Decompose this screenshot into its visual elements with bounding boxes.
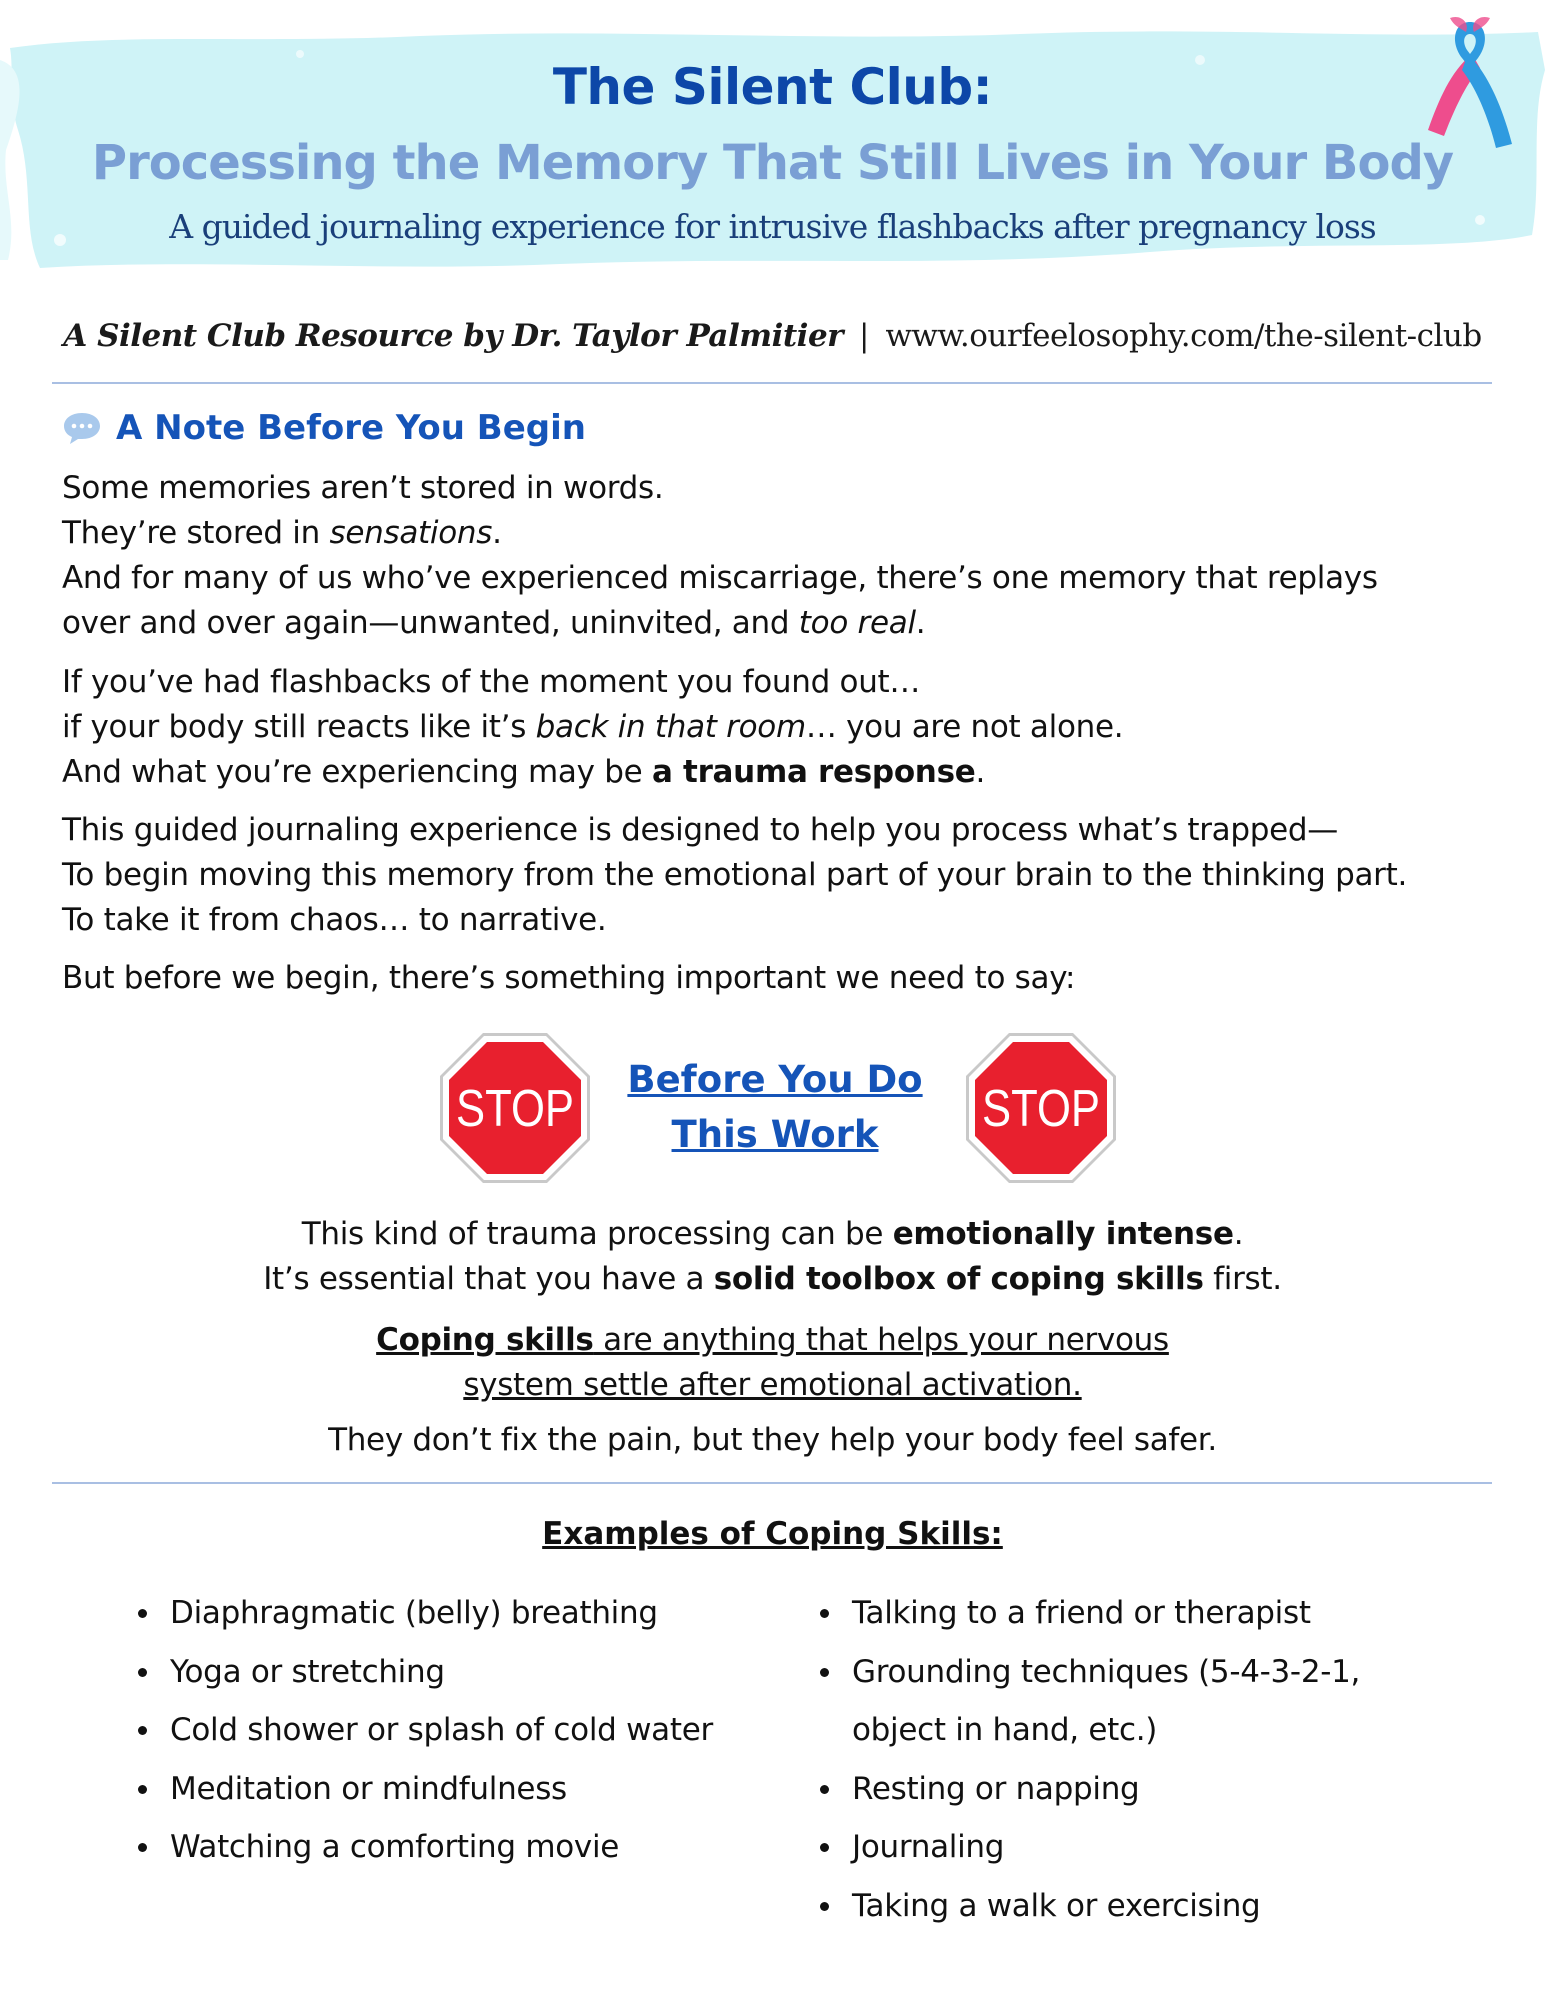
bold-text: a trauma response <box>651 754 976 790</box>
coping-skills-closing <box>0 1418 1545 1463</box>
stop-sign-icon <box>963 1030 1119 1186</box>
text-span: This kind of trauma processing can be <box>301 1216 893 1252</box>
stop-sign-text: STOP <box>982 1080 1100 1138</box>
list-item: Resting or napping <box>814 1760 1360 1819</box>
list-item: Talking to a friend or therapist <box>814 1584 1360 1643</box>
text-span: … you are not alone. <box>805 709 1124 745</box>
note-paragraph-3 <box>62 808 1502 943</box>
text-line <box>0 1212 1545 1257</box>
note-heading <box>62 408 586 448</box>
list-item: Meditation or mindfulness <box>132 1760 713 1819</box>
stop-sign-icon <box>437 1030 593 1186</box>
byline-author: A Silent Club Resource by Dr. Taylor Palmitier <box>63 318 844 354</box>
speech-bubble-icon <box>62 410 102 446</box>
text-line <box>62 511 1502 556</box>
note-paragraph-2 <box>62 660 1502 795</box>
text-span: And what you’re experiencing may be <box>62 754 652 790</box>
text-line <box>62 705 1502 750</box>
bold-text: Coping skills <box>376 1322 594 1358</box>
stop-sign-text: STOP <box>456 1080 574 1138</box>
text-span: . <box>492 515 502 551</box>
byline <box>0 318 1545 354</box>
text-line <box>62 750 1502 795</box>
emphasis-text: sensations <box>329 515 493 551</box>
text-line: And for many of us who’ve experienced miscarriage, there’s one memory that replays <box>62 560 1378 596</box>
text-span: over and over again—unwanted, uninvited, and <box>62 605 799 641</box>
text-span: It’s essential that you have a <box>263 1261 714 1297</box>
stop-label-line: Before You Do <box>627 1058 923 1101</box>
bold-text: solid toolbox of coping skills <box>713 1261 1204 1297</box>
stop-label-line: This Work <box>671 1113 879 1156</box>
page-headline: Processing the Memory That Still Lives in Your Body <box>91 135 1454 191</box>
text-line: To take it from chaos… to narrative. <box>62 902 607 938</box>
emphasis-text: back in that room <box>535 709 806 745</box>
text-span: They’re stored in <box>62 515 330 551</box>
text-line: To begin moving this memory from the emotional part of your brain to the thinking part. <box>62 857 1408 893</box>
list-item: Grounding techniques (5-4-3-2-1, <box>814 1643 1360 1702</box>
text-span: . <box>915 605 926 641</box>
text-span: first. <box>1203 1261 1282 1297</box>
list-item-continuation: object in hand, etc.) <box>852 1712 1158 1748</box>
text-line: If you’ve had flashbacks of the moment you found out… <box>62 664 921 700</box>
coping-skills-definition <box>0 1318 1545 1408</box>
note-paragraph-1 <box>62 466 1502 646</box>
page-subtitle: A guided journaling experience for intrusive flashbacks after pregnancy loss <box>169 207 1376 246</box>
text-span: if your body still reacts like it’s <box>62 709 536 745</box>
list-item: Cold shower or splash of cold water <box>132 1701 713 1760</box>
text-line <box>0 1257 1545 1302</box>
list-item: Yoga or stretching <box>132 1643 713 1702</box>
page-title: The Silent Club: <box>552 58 993 116</box>
text-line: This guided journaling experience is designed to help you process what’s trapped— <box>62 812 1338 848</box>
bold-text: emotionally intense <box>892 1216 1234 1252</box>
text-line: They don’t fix the pain, but they help your body feel safer. <box>328 1422 1217 1458</box>
text-line: system settle after emotional activation. <box>463 1367 1082 1403</box>
divider-bottom <box>52 1482 1492 1484</box>
list-item: Taking a walk or exercising <box>814 1877 1360 1936</box>
text-line <box>0 1318 1545 1363</box>
list-item: Journaling <box>814 1818 1360 1877</box>
list-item: Diaphragmatic (belly) breathing <box>132 1584 713 1643</box>
text-line <box>62 601 1502 646</box>
emphasis-text: too real <box>798 605 916 641</box>
byline-url[interactable]: www.ourfeelosophy.com/the-silent-club <box>885 318 1482 354</box>
list-item: Watching a comforting movie <box>132 1818 713 1877</box>
coping-skills-list-left <box>132 1584 713 1877</box>
intensity-warning <box>0 1212 1545 1302</box>
examples-title: Examples of Coping Skills: <box>542 1516 1003 1552</box>
text-span: . <box>975 754 986 790</box>
byline-separator: | <box>859 318 870 354</box>
coping-skills-list-right <box>814 1584 1360 1935</box>
divider-top <box>52 382 1492 384</box>
before-you-do-link[interactable] <box>610 1052 940 1162</box>
note-paragraph-4 <box>62 956 1502 1001</box>
note-heading-text: A Note Before You Begin <box>116 408 586 448</box>
text-line: Some memories aren’t stored in words. <box>62 470 664 506</box>
text-line: But before we begin, there’s something important we need to say: <box>62 960 1076 996</box>
text-span: . <box>1233 1216 1244 1252</box>
text-span: are anything that helps your nervous <box>593 1322 1169 1358</box>
